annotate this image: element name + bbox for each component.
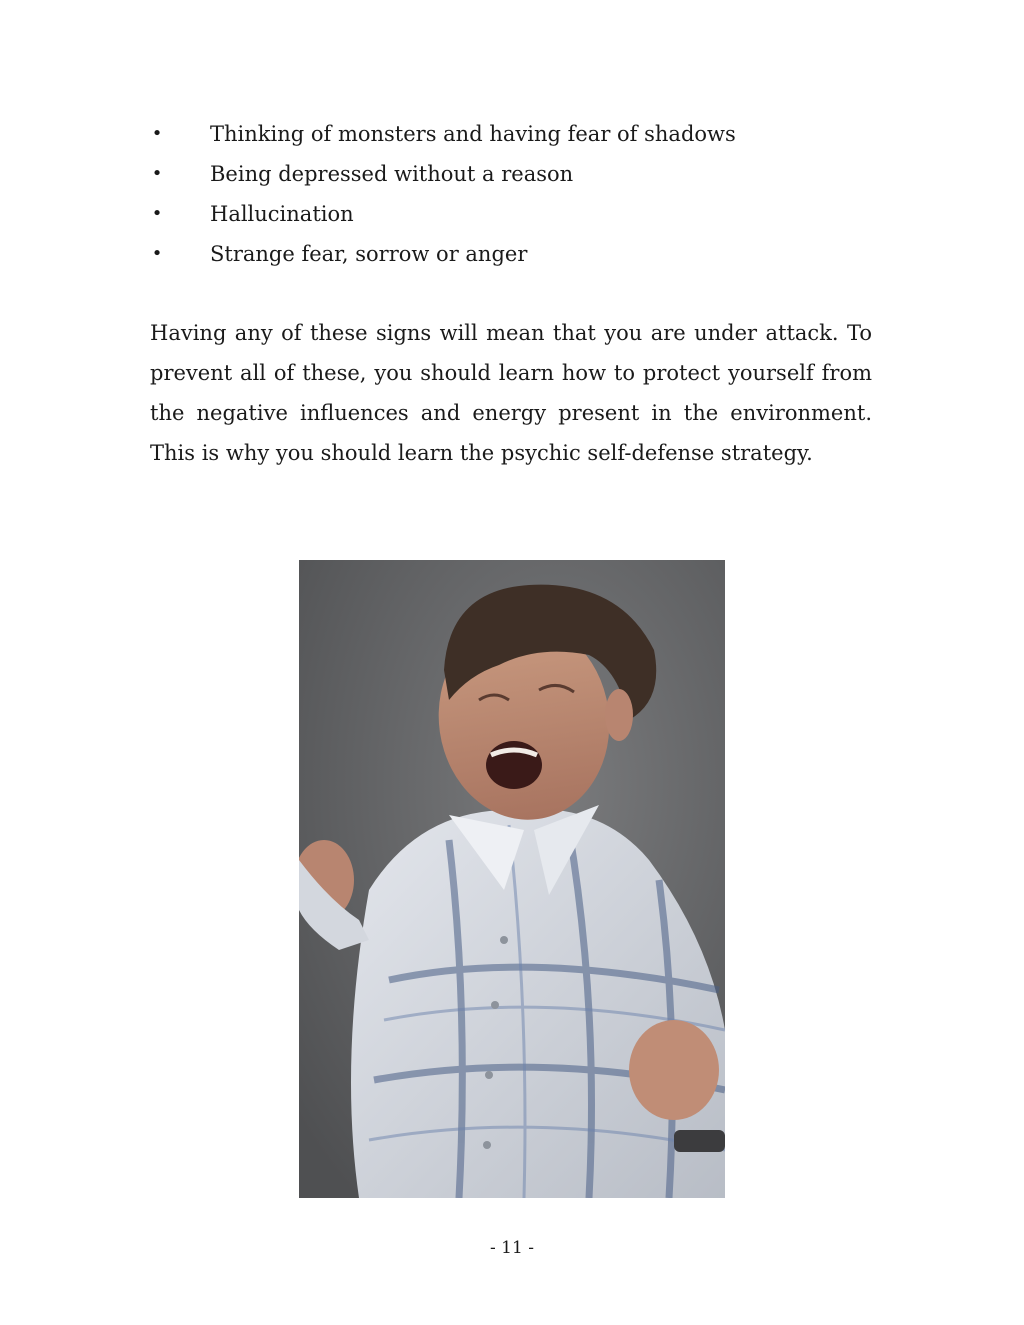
list-item-text: Being depressed without a reason bbox=[210, 162, 574, 186]
list-item bbox=[150, 154, 880, 194]
list-item bbox=[150, 114, 880, 154]
page-number: - 11 - bbox=[490, 1238, 534, 1258]
bullet-icon: • bbox=[151, 203, 163, 224]
bullet-icon: • bbox=[151, 243, 163, 264]
photo-illustration bbox=[299, 560, 725, 1198]
symptom-list bbox=[150, 114, 880, 274]
list-item-text: Strange fear, sorrow or anger bbox=[210, 242, 528, 266]
bullet-icon: • bbox=[151, 163, 163, 184]
list-item-text: Thinking of monsters and having fear of shadows bbox=[210, 122, 736, 146]
bullet-icon: • bbox=[151, 123, 163, 144]
list-item bbox=[150, 194, 880, 234]
screaming-man-photo bbox=[299, 560, 725, 1198]
body-paragraph: Having any of these signs will mean that you are under attack. To prevent all of these, you should learn how to protect yourself from the negative influences and energy present in the environment. This is why you should learn the psychic self-defense strategy. bbox=[150, 321, 872, 465]
list-item bbox=[150, 234, 880, 274]
list-item-text: Hallucination bbox=[210, 202, 354, 226]
